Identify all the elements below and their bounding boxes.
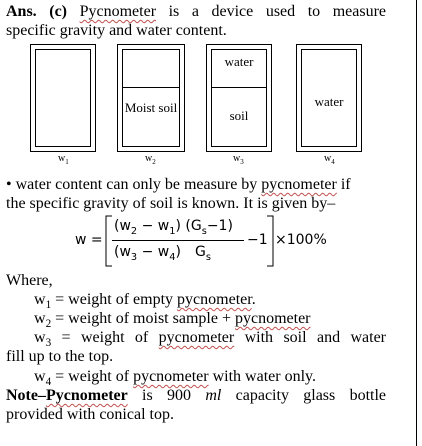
where-item-w2: $w_2$ = weight of moist sample + pycnometer xyxy=(34,310,311,331)
intro-line-2: specific gravity and water content. xyxy=(6,22,227,39)
where-label: Where, xyxy=(6,272,53,289)
caption-w4: $w_4$ xyxy=(324,153,335,166)
formula-denominator: $(w_3 - w_4)$ $G_s$ xyxy=(114,244,211,263)
where-item-w4: $w_4$ = weight of pycnometer with water only. xyxy=(34,368,316,389)
caption-w3: $w_3$ xyxy=(233,153,244,166)
pycnometer-word: pycnometer xyxy=(261,176,337,193)
formula-minus-one: −1 xyxy=(247,232,268,248)
where-item-w1: $w_1$ = weight of empty pycnometer. xyxy=(34,291,256,312)
pycnometer-word: pycnometer xyxy=(158,329,235,346)
pycnometer-empty-inner xyxy=(35,49,91,147)
where-item-w3: $w_3$ = weight of pycnometer with soil and water xyxy=(34,329,387,350)
pycnometer-water-inner xyxy=(301,49,357,147)
pycnometer-empty xyxy=(30,44,96,152)
note-unit: ml xyxy=(205,387,222,404)
formula-lhs: w = xyxy=(75,232,103,248)
bullet-line-1: • water content can only be measure by pycnometer if xyxy=(6,176,351,193)
water-label-box4: water xyxy=(314,94,344,109)
pycnometer-word: pycnometer xyxy=(234,310,311,327)
moist-soil-label: Moist soil xyxy=(124,100,178,115)
answer-label: Ans. (c) xyxy=(6,3,68,20)
formula-fraction-bar xyxy=(112,240,244,241)
water-label-box3: water xyxy=(224,54,254,69)
intro-line-1-rest: is a device used to measure xyxy=(168,3,387,20)
pycnometer-soil-water xyxy=(206,44,272,152)
soil-label-box3: soil xyxy=(229,108,249,123)
note-line-1: Note–Pycnometer is 900 ml capacity glass bottle xyxy=(6,387,386,404)
pycnometer-soil-water-inner xyxy=(211,49,267,147)
pycnometer-word: pycnometer xyxy=(133,368,209,385)
pycnometer-moist-soil-inner xyxy=(122,49,180,147)
note-label: Note–Pycnometer xyxy=(6,387,128,404)
pycnometer-word: Pycnometer xyxy=(45,387,128,404)
intro-line-1 xyxy=(6,2,386,22)
formula-right-bracket xyxy=(265,215,275,267)
formula-numerator: $(w_2 - w_1)$ $(G_s-1)$ xyxy=(114,218,233,237)
caption-w1: $w_1$ xyxy=(58,153,69,166)
formula-left-bracket xyxy=(104,215,114,267)
pycnometer-word: pycnometer xyxy=(177,291,252,308)
pycnometer-word: Pycnometer xyxy=(79,3,157,20)
pycnometer-water xyxy=(296,44,362,152)
bullet-marker: • xyxy=(6,176,12,193)
pycnometer-moist-soil xyxy=(117,44,185,152)
note-line-2: provided with conical top. xyxy=(6,406,174,423)
bullet-line-2: the specific gravity of soil is known. It is given by– xyxy=(6,195,336,212)
caption-w2: $w_2$ xyxy=(145,153,156,166)
where-item-w3-continued: fill up to the top. xyxy=(6,348,114,365)
soil-water-interface xyxy=(212,87,266,88)
soil-level-line xyxy=(123,87,179,88)
formula-times-100: ×100% xyxy=(275,232,327,248)
